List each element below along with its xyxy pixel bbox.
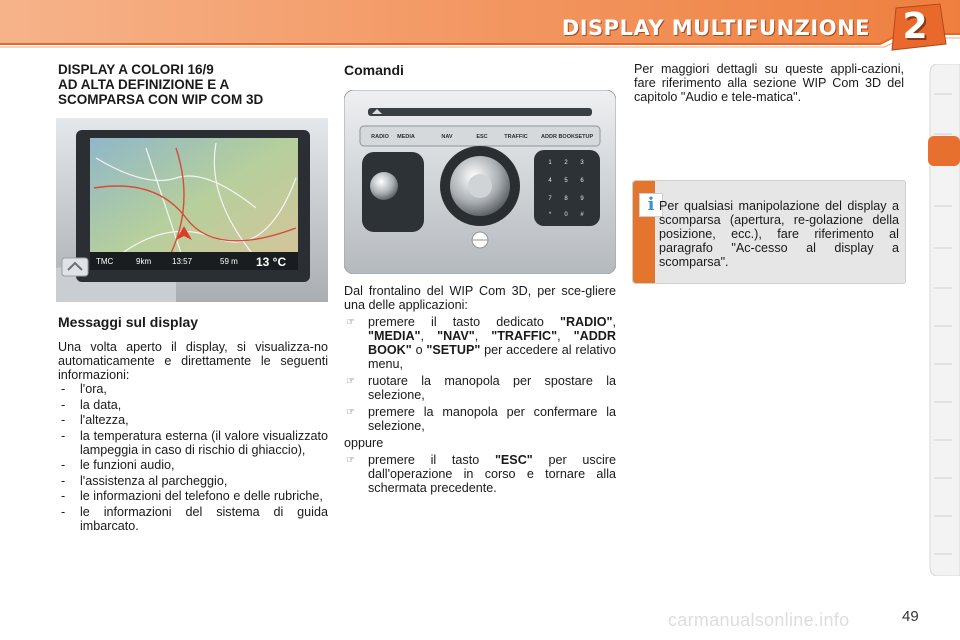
display-heading: [58, 62, 328, 107]
list-item: - l'assistenza al parcheggio,: [58, 474, 328, 488]
oppure-label: oppure: [344, 436, 384, 450]
info-icon: i: [639, 193, 663, 217]
display-heading-line-2: AD ALTA DEFINIZIONE E A: [58, 77, 230, 92]
step-text: per uscire dall'operazione in corso e tornare alla schermata precedente.: [368, 453, 616, 495]
right-paragraph: [634, 62, 904, 104]
list-item: [344, 374, 616, 402]
screen-status-altitude: 59 m: [220, 257, 238, 266]
display-screen-image: [56, 118, 328, 302]
info-box: [632, 180, 906, 284]
list-item: [344, 315, 616, 371]
key-addr-book: "ADDR BOOK": [368, 329, 616, 357]
chapter-number: 2: [902, 6, 928, 47]
svg-text:4: 4: [548, 178, 552, 184]
pointing-finger-icon: ☞: [346, 376, 355, 387]
messages-intro-text: Una volta aperto il display, si visualizza-no automaticamente e direttamente le seguenti informazioni:: [58, 340, 328, 382]
screen-status-tmc: TMC: [96, 257, 114, 266]
step-text: premere il tasto dedicato: [368, 315, 560, 329]
panel-radio-label: RADIO: [371, 134, 389, 140]
page-title: DISPLAY MULTIFUNZIONE: [561, 16, 870, 40]
screen-status-distance: 9km: [136, 257, 152, 266]
svg-text:2: 2: [564, 160, 568, 166]
controls-steps: [344, 315, 616, 433]
key-nav: "NAV": [437, 329, 475, 343]
messages-list: [58, 382, 328, 534]
panel-nav-label: NAV: [441, 134, 453, 140]
controls-steps-alt: [344, 453, 616, 495]
list-item: - la data,: [58, 398, 328, 412]
controls-heading: Comandi: [344, 62, 404, 78]
panel-setup-label: SETUP: [574, 134, 594, 140]
panel-addr-book-label: ADDR BOOK: [541, 134, 575, 140]
panel-media-label: MEDIA: [397, 134, 415, 140]
step-text: per accedere al relativo menu,: [368, 343, 616, 371]
right-paragraph-text: Per maggiori dettagli su queste appli-cazioni, fare riferimento alla sezione WIP Com 3D del capitolo "Audio e tele-matica".: [634, 62, 904, 104]
separator: ,: [420, 329, 438, 343]
key-traffic: "TRAFFIC": [491, 329, 558, 343]
key-media: "MEDIA": [368, 329, 421, 343]
page-number: 49: [902, 608, 919, 625]
pointing-finger-icon: ☞: [346, 455, 355, 466]
svg-text:8: 8: [564, 196, 568, 202]
list-item: - le informazioni del telefono e delle rubriche,: [58, 489, 328, 503]
controls-intro: Dal frontalino del WIP Com 3D, per sce-gliere una delle applicazioni:: [344, 284, 616, 312]
display-heading-line-3: SCOMPARSA CON WIP COM 3D: [58, 92, 264, 107]
list-item: [344, 405, 616, 433]
step-text: premere la manopola per confermare la selezione,: [368, 405, 616, 433]
pointing-finger-icon: ☞: [346, 407, 355, 418]
key-radio: "RADIO": [559, 315, 613, 329]
screen-status-time: 13:57: [172, 257, 193, 266]
pointing-finger-icon: ☞: [346, 317, 355, 328]
step-text: premere il tasto: [368, 453, 495, 467]
svg-text:0: 0: [564, 212, 568, 218]
svg-text:7: 7: [548, 196, 552, 202]
watermark: carmanualsonline.info: [668, 610, 850, 630]
info-text: Per qualsiasi manipolazione del display a scomparsa (apertura, re-golazione della posizione, ecc.), fare riferimento al paragrafo "Ac-cesso al display a scomparsa".: [659, 199, 899, 269]
key-esc: "ESC": [494, 453, 533, 467]
separator: o: [411, 343, 427, 357]
key-setup: "SETUP": [426, 343, 481, 357]
screen-status-temperature: 13 °C: [256, 255, 287, 269]
control-panel-image: [344, 90, 616, 274]
svg-text:#: #: [580, 212, 584, 218]
step-text: ruotare la manopola per spostare la selezione,: [368, 374, 616, 402]
svg-text:6: 6: [580, 178, 584, 184]
separator: ,: [612, 315, 616, 329]
chapter-tabs: [926, 64, 960, 576]
list-item: - le informazioni del sistema di guida imbarcato.: [58, 505, 328, 533]
controls-body: [344, 284, 616, 498]
panel-esc-label: ESC: [476, 134, 488, 140]
list-item: - l'ora,: [58, 382, 328, 396]
messages-intro: [58, 340, 328, 382]
list-item: - l'altezza,: [58, 413, 328, 427]
svg-text:5: 5: [564, 178, 568, 184]
svg-text:*: *: [548, 212, 552, 218]
panel-traffic-label: TRAFFIC: [504, 134, 528, 140]
separator: ,: [474, 329, 492, 343]
list-item: - la temperatura esterna (il valore visualizzato lampeggia in caso di rischio di ghiaccio),: [58, 429, 328, 457]
svg-text:3: 3: [580, 160, 584, 166]
svg-text:1: 1: [548, 160, 552, 166]
list-item: [344, 453, 616, 495]
separator: ,: [557, 329, 574, 343]
svg-text:9: 9: [580, 196, 584, 202]
display-heading-line-1: DISPLAY A COLORI 16/9: [58, 62, 214, 77]
messages-heading: Messaggi sul display: [58, 314, 199, 330]
list-item: - le funzioni audio,: [58, 458, 328, 472]
